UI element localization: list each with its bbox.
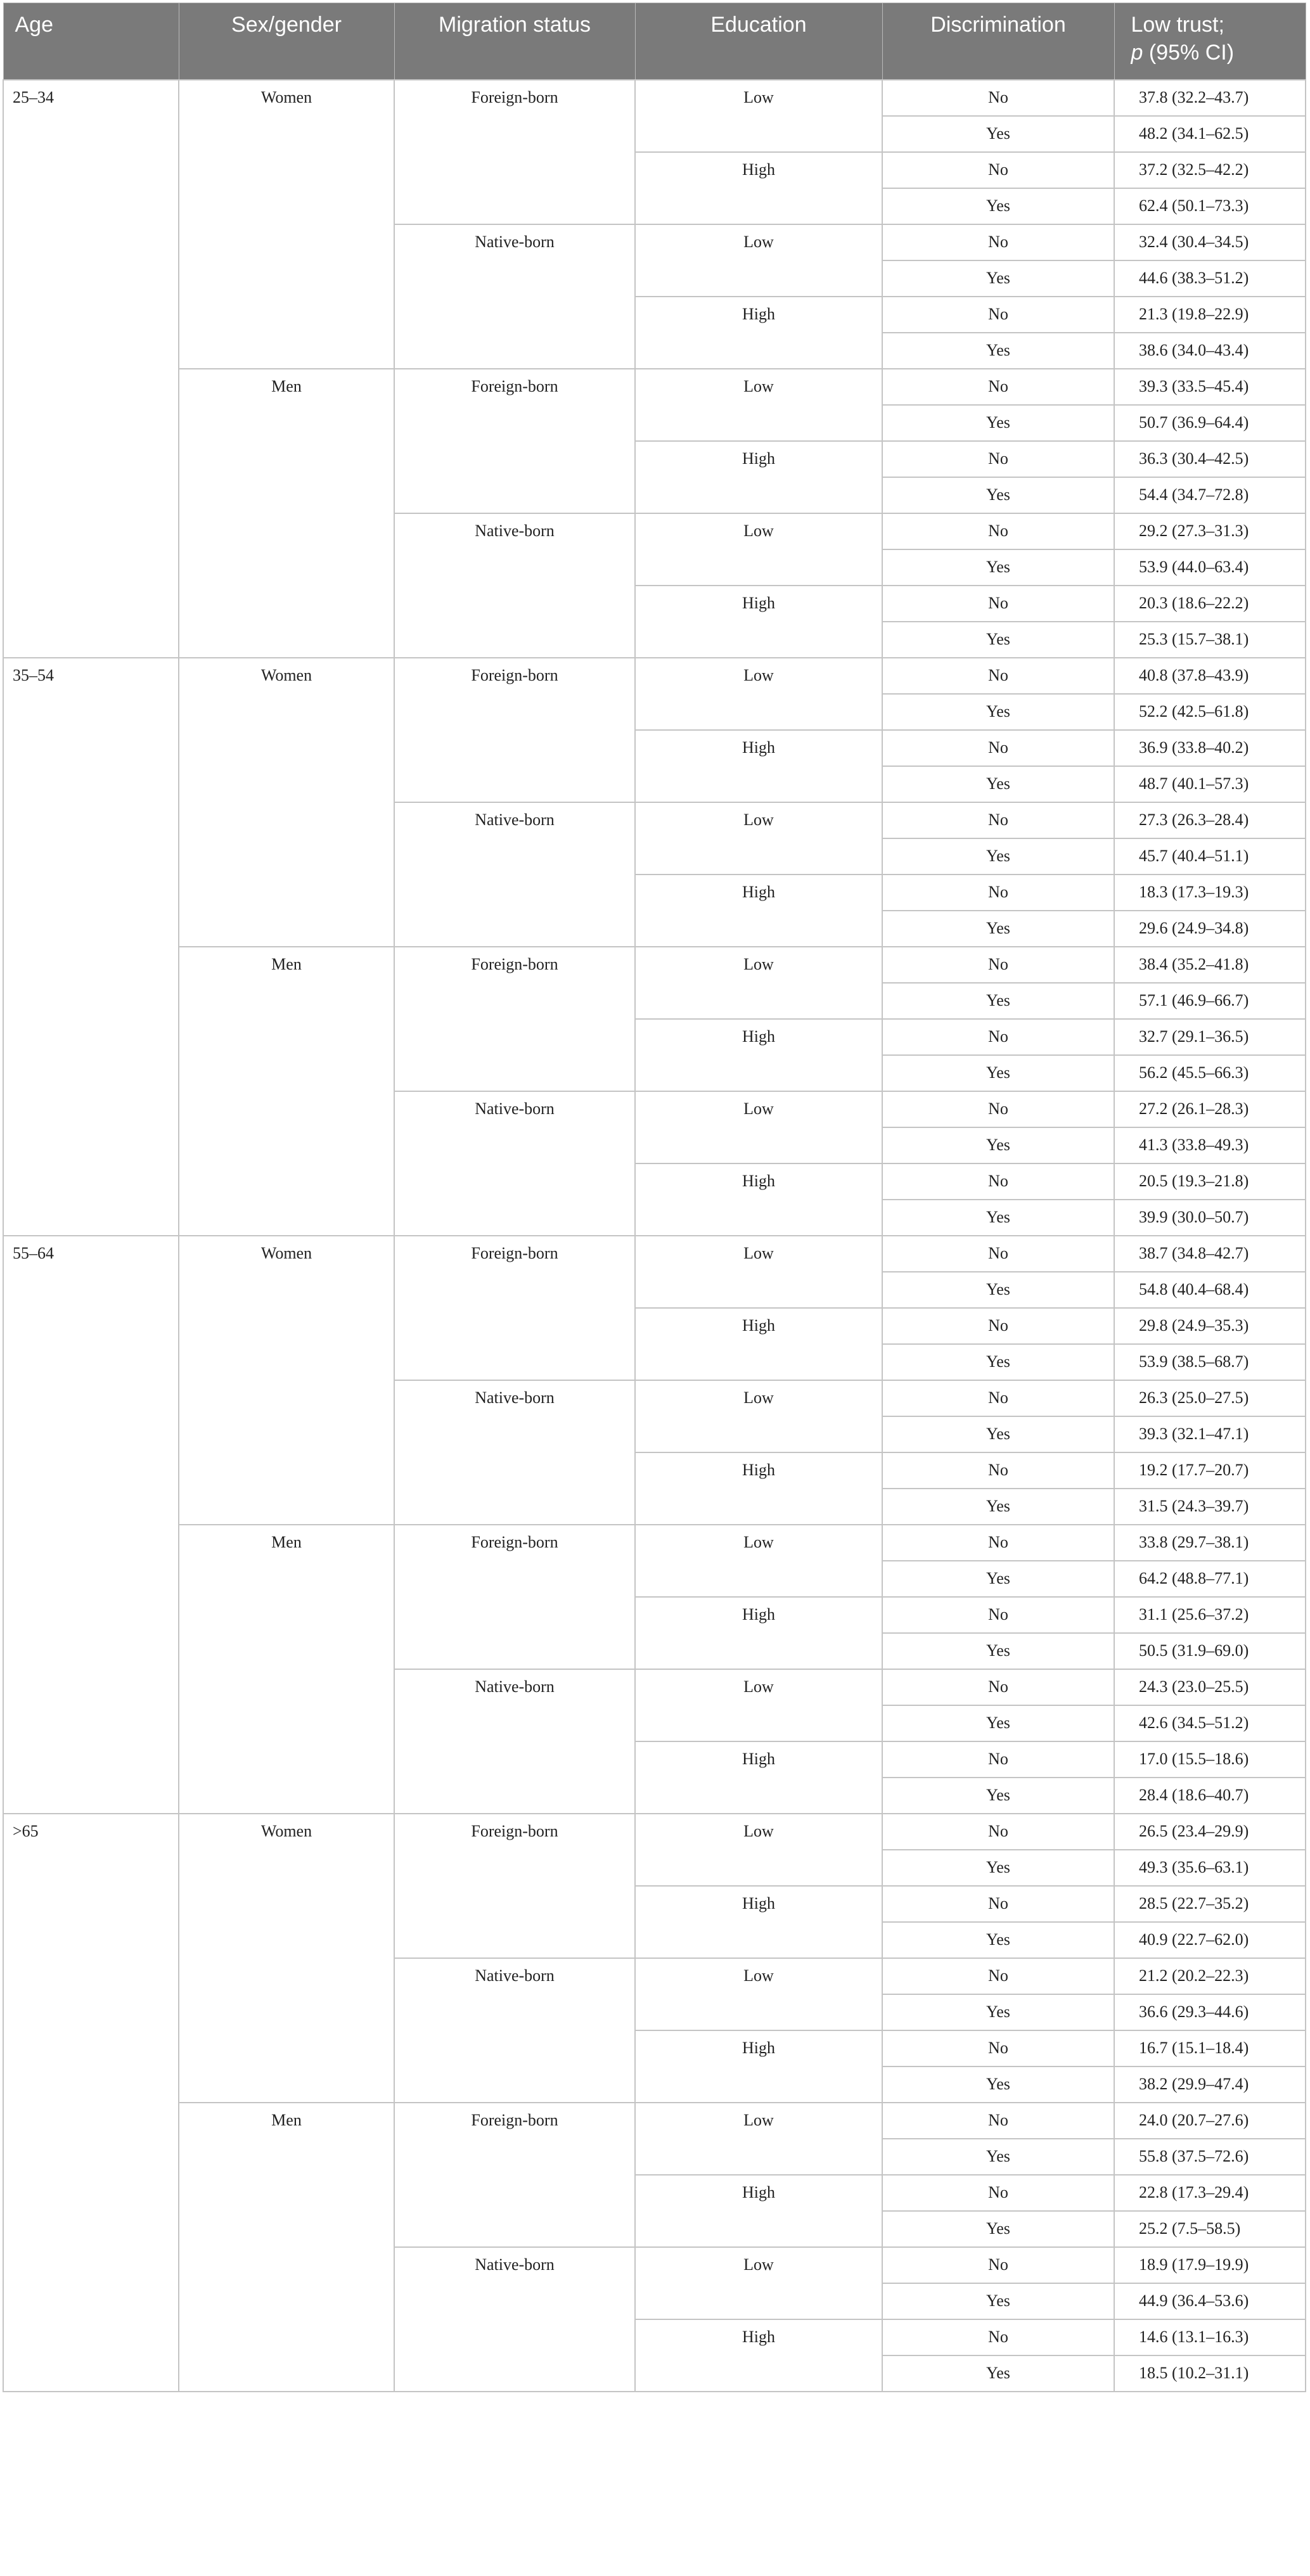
discrimination-cell: Yes [882,2283,1114,2319]
discrimination-cell: No [882,1741,1114,1778]
education-cell: Low [635,513,882,586]
discrimination-cell: No [882,152,1114,188]
low-trust-value-cell: 44.6 (38.3–51.2) [1114,260,1306,297]
education-cell: Low [635,2103,882,2175]
migration-status-cell: Foreign-born [394,369,635,513]
discrimination-cell: Yes [882,477,1114,513]
low-trust-value-cell: 29.6 (24.9–34.8) [1114,911,1306,947]
education-cell: Low [635,224,882,297]
discrimination-cell: Yes [882,2139,1114,2175]
discrimination-cell: Yes [882,622,1114,658]
age-cell: 25–34 [3,80,179,658]
low-trust-value-cell: 25.3 (15.7–38.1) [1114,622,1306,658]
low-trust-value-cell: 53.9 (38.5–68.7) [1114,1344,1306,1380]
education-cell: Low [635,369,882,441]
education-cell: High [635,1741,882,1814]
discrimination-cell: Yes [882,1200,1114,1236]
discrimination-cell: Yes [882,1850,1114,1886]
table-row [3,369,1306,405]
sex-gender-cell: Men [179,2103,394,2392]
low-trust-value-cell: 17.0 (15.5–18.6) [1114,1741,1306,1778]
discrimination-cell: No [882,1814,1114,1850]
migration-status-cell: Foreign-born [394,1525,635,1669]
header-age: Age [3,3,179,80]
low-trust-value-cell: 32.4 (30.4–34.5) [1114,224,1306,260]
education-cell: Low [635,658,882,730]
low-trust-value-cell: 28.5 (22.7–35.2) [1114,1886,1306,1922]
migration-status-cell: Native-born [394,224,635,369]
education-cell: High [635,2030,882,2103]
discrimination-cell: No [882,1163,1114,1200]
education-cell: High [635,1019,882,1091]
table-row [3,947,1306,983]
discrimination-cell: Yes [882,333,1114,369]
low-trust-value-cell: 20.3 (18.6–22.2) [1114,586,1306,622]
low-trust-value-cell: 26.3 (25.0–27.5) [1114,1380,1306,1416]
discrimination-cell: No [882,2175,1114,2211]
education-cell: Low [635,80,882,152]
low-trust-value-cell: 18.9 (17.9–19.9) [1114,2247,1306,2283]
discrimination-cell: Yes [882,1561,1114,1597]
low-trust-value-cell: 37.8 (32.2–43.7) [1114,80,1306,116]
low-trust-value-cell: 27.2 (26.1–28.3) [1114,1091,1306,1127]
discrimination-cell: Yes [882,549,1114,586]
header-p-label: p [1131,41,1143,65]
discrimination-cell: No [882,1091,1114,1127]
migration-status-cell: Native-born [394,1380,635,1525]
low-trust-value-cell: 64.2 (48.8–77.1) [1114,1561,1306,1597]
education-cell: Low [635,1958,882,2030]
table-row [3,1525,1306,1561]
low-trust-value-cell: 19.2 (17.7–20.7) [1114,1452,1306,1489]
education-cell: Low [635,1814,882,1886]
low-trust-value-cell: 16.7 (15.1–18.4) [1114,2030,1306,2067]
education-cell: High [635,1886,882,1958]
low-trust-value-cell: 36.9 (33.8–40.2) [1114,730,1306,766]
discrimination-cell: Yes [882,1055,1114,1091]
discrimination-cell: Yes [882,1705,1114,1741]
sex-gender-cell: Men [179,947,394,1236]
table-row [3,658,1306,694]
age-cell: 35–54 [3,658,179,1236]
migration-status-cell: Foreign-born [394,658,635,802]
migration-status-cell: Native-born [394,2247,635,2392]
education-cell: High [635,297,882,369]
low-trust-value-cell: 39.3 (32.1–47.1) [1114,1416,1306,1452]
sex-gender-cell: Women [179,80,394,369]
low-trust-value-cell: 50.7 (36.9–64.4) [1114,405,1306,441]
header-ci-label: (95% CI) [1148,41,1235,65]
header-low-trust-label: Low trust; [1131,13,1224,37]
discrimination-cell: No [882,1236,1114,1272]
education-cell: Low [635,2247,882,2319]
low-trust-value-cell: 38.6 (34.0–43.4) [1114,333,1306,369]
low-trust-table [3,3,1306,2392]
migration-status-cell: Native-born [394,513,635,658]
education-cell: High [635,152,882,224]
low-trust-value-cell: 45.7 (40.4–51.1) [1114,838,1306,875]
education-cell: Low [635,1669,882,1741]
age-cell: 55–64 [3,1236,179,1814]
discrimination-cell: No [882,224,1114,260]
low-trust-value-cell: 21.3 (19.8–22.9) [1114,297,1306,333]
low-trust-value-cell: 38.2 (29.9–47.4) [1114,2067,1306,2103]
education-cell: High [635,1452,882,1525]
discrimination-cell: Yes [882,2211,1114,2247]
table-row [3,2103,1306,2139]
low-trust-value-cell: 37.2 (32.5–42.2) [1114,152,1306,188]
discrimination-cell: Yes [882,1922,1114,1958]
education-cell: High [635,586,882,658]
education-cell: High [635,1163,882,1236]
discrimination-cell: Yes [882,838,1114,875]
discrimination-cell: No [882,2103,1114,2139]
migration-status-cell: Foreign-born [394,1236,635,1380]
discrimination-cell: No [882,1597,1114,1633]
low-trust-value-cell: 39.9 (30.0–50.7) [1114,1200,1306,1236]
sex-gender-cell: Men [179,369,394,658]
discrimination-cell: Yes [882,911,1114,947]
sex-gender-cell: Women [179,1236,394,1525]
low-trust-value-cell: 22.8 (17.3–29.4) [1114,2175,1306,2211]
discrimination-cell: No [882,1308,1114,1344]
education-cell: High [635,1308,882,1380]
low-trust-value-cell: 50.5 (31.9–69.0) [1114,1633,1306,1669]
discrimination-cell: No [882,802,1114,838]
migration-status-cell: Native-born [394,802,635,947]
migration-status-cell: Foreign-born [394,80,635,224]
table-body [3,80,1306,2392]
sex-gender-cell: Men [179,1525,394,1814]
low-trust-value-cell: 29.2 (27.3–31.3) [1114,513,1306,549]
header-sex-gender: Sex/gender [179,3,394,80]
header-row [3,3,1306,80]
discrimination-cell: No [882,1958,1114,1994]
low-trust-value-cell: 27.3 (26.3–28.4) [1114,802,1306,838]
low-trust-value-cell: 40.9 (22.7–62.0) [1114,1922,1306,1958]
discrimination-cell: Yes [882,2355,1114,2392]
discrimination-cell: No [882,1019,1114,1055]
education-cell: Low [635,1236,882,1308]
low-trust-value-cell: 52.2 (42.5–61.8) [1114,694,1306,730]
discrimination-cell: Yes [882,983,1114,1019]
education-cell: High [635,730,882,802]
discrimination-cell: Yes [882,2067,1114,2103]
low-trust-value-cell: 41.3 (33.8–49.3) [1114,1127,1306,1163]
discrimination-cell: No [882,1886,1114,1922]
low-trust-value-cell: 18.5 (10.2–31.1) [1114,2355,1306,2392]
low-trust-value-cell: 55.8 (37.5–72.6) [1114,2139,1306,2175]
discrimination-cell: No [882,658,1114,694]
education-cell: Low [635,1091,882,1163]
low-trust-value-cell: 14.6 (13.1–16.3) [1114,2319,1306,2355]
discrimination-cell: No [882,2319,1114,2355]
low-trust-value-cell: 57.1 (46.9–66.7) [1114,983,1306,1019]
discrimination-cell: No [882,1380,1114,1416]
low-trust-value-cell: 54.4 (34.7–72.8) [1114,477,1306,513]
education-cell: High [635,441,882,513]
header-discrimination: Discrimination [882,3,1114,80]
discrimination-cell: Yes [882,1778,1114,1814]
discrimination-cell: No [882,369,1114,405]
discrimination-cell: Yes [882,1489,1114,1525]
low-trust-value-cell: 24.0 (20.7–27.6) [1114,2103,1306,2139]
low-trust-value-cell: 28.4 (18.6–40.7) [1114,1778,1306,1814]
education-cell: Low [635,947,882,1019]
discrimination-cell: Yes [882,1272,1114,1308]
migration-status-cell: Foreign-born [394,1814,635,1958]
sex-gender-cell: Women [179,658,394,947]
education-cell: Low [635,1525,882,1597]
low-trust-value-cell: 24.3 (23.0–25.5) [1114,1669,1306,1705]
discrimination-cell: No [882,1669,1114,1705]
education-cell: High [635,2319,882,2392]
table-row [3,80,1306,116]
discrimination-cell: Yes [882,405,1114,441]
low-trust-value-cell: 54.8 (40.4–68.4) [1114,1272,1306,1308]
migration-status-cell: Foreign-born [394,947,635,1091]
low-trust-value-cell: 31.5 (24.3–39.7) [1114,1489,1306,1525]
discrimination-cell: Yes [882,694,1114,730]
low-trust-value-cell: 36.6 (29.3–44.6) [1114,1994,1306,2030]
education-cell: High [635,875,882,947]
migration-status-cell: Native-born [394,1958,635,2103]
low-trust-value-cell: 25.2 (7.5–58.5) [1114,2211,1306,2247]
education-cell: Low [635,1380,882,1452]
education-cell: High [635,2175,882,2247]
discrimination-cell: Yes [882,1416,1114,1452]
discrimination-cell: Yes [882,1127,1114,1163]
low-trust-value-cell: 42.6 (34.5–51.2) [1114,1705,1306,1741]
discrimination-cell: No [882,441,1114,477]
low-trust-value-cell: 39.3 (33.5–45.4) [1114,369,1306,405]
discrimination-cell: No [882,1525,1114,1561]
discrimination-cell: Yes [882,260,1114,297]
age-cell: >65 [3,1814,179,2392]
discrimination-cell: Yes [882,1994,1114,2030]
low-trust-value-cell: 53.9 (44.0–63.4) [1114,549,1306,586]
sex-gender-cell: Women [179,1814,394,2103]
low-trust-value-cell: 38.7 (34.8–42.7) [1114,1236,1306,1272]
discrimination-cell: No [882,297,1114,333]
header-low-trust [1114,3,1306,80]
discrimination-cell: No [882,875,1114,911]
discrimination-cell: No [882,80,1114,116]
education-cell: Low [635,802,882,875]
low-trust-value-cell: 56.2 (45.5–66.3) [1114,1055,1306,1091]
low-trust-value-cell: 33.8 (29.7–38.1) [1114,1525,1306,1561]
discrimination-cell: No [882,947,1114,983]
low-trust-value-cell: 20.5 (19.3–21.8) [1114,1163,1306,1200]
low-trust-value-cell: 48.7 (40.1–57.3) [1114,766,1306,802]
low-trust-value-cell: 36.3 (30.4–42.5) [1114,441,1306,477]
discrimination-cell: No [882,586,1114,622]
low-trust-value-cell: 29.8 (24.9–35.3) [1114,1308,1306,1344]
low-trust-value-cell: 62.4 (50.1–73.3) [1114,188,1306,224]
migration-status-cell: Foreign-born [394,2103,635,2247]
low-trust-value-cell: 49.3 (35.6–63.1) [1114,1850,1306,1886]
low-trust-value-cell: 26.5 (23.4–29.9) [1114,1814,1306,1850]
discrimination-cell: No [882,730,1114,766]
low-trust-value-cell: 44.9 (36.4–53.6) [1114,2283,1306,2319]
migration-status-cell: Native-born [394,1091,635,1236]
migration-status-cell: Native-born [394,1669,635,1814]
table-row [3,1236,1306,1272]
discrimination-cell: Yes [882,766,1114,802]
discrimination-cell: No [882,513,1114,549]
education-cell: High [635,1597,882,1669]
low-trust-value-cell: 48.2 (34.1–62.5) [1114,116,1306,152]
discrimination-cell: Yes [882,1633,1114,1669]
low-trust-value-cell: 21.2 (20.2–22.3) [1114,1958,1306,1994]
header-education: Education [635,3,882,80]
low-trust-value-cell: 38.4 (35.2–41.8) [1114,947,1306,983]
discrimination-cell: No [882,1452,1114,1489]
low-trust-value-cell: 31.1 (25.6–37.2) [1114,1597,1306,1633]
discrimination-cell: No [882,2247,1114,2283]
header-migration-status: Migration status [394,3,635,80]
discrimination-cell: Yes [882,116,1114,152]
table-row [3,1814,1306,1850]
low-trust-value-cell: 40.8 (37.8–43.9) [1114,658,1306,694]
discrimination-cell: Yes [882,1344,1114,1380]
discrimination-cell: No [882,2030,1114,2067]
low-trust-value-cell: 18.3 (17.3–19.3) [1114,875,1306,911]
low-trust-value-cell: 32.7 (29.1–36.5) [1114,1019,1306,1055]
discrimination-cell: Yes [882,188,1114,224]
